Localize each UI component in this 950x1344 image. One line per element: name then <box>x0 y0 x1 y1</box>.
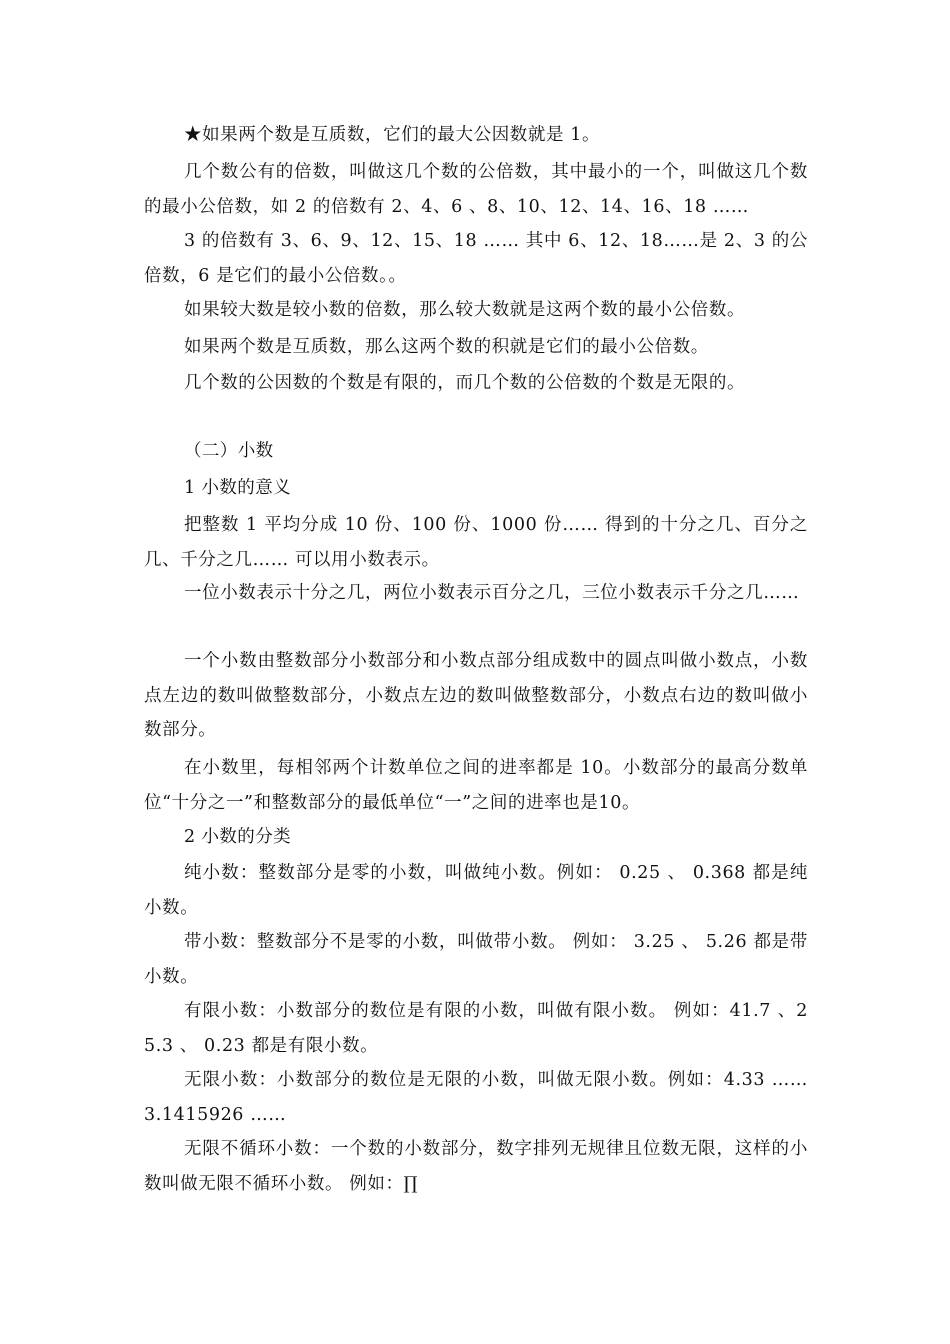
paragraph-mixed-decimal: 带小数：整数部分不是零的小数，叫做带小数。 例如： 3.25 、 5.26 都是带小数。 <box>144 932 808 987</box>
paragraph-finite-decimal: 有限小数：小数部分的数位是有限的小数，叫做有限小数。 例如：41.7 、25.3 、 0.23 都是有限小数。 <box>144 1001 808 1056</box>
paragraph-pure-decimal: 纯小数：整数部分是零的小数，叫做纯小数。例如： 0.25 、 0.368 都是纯小数。 <box>144 863 808 918</box>
paragraph-coprime-gcd: ★如果两个数是互质数，它们的最大公因数就是 1。 <box>184 125 601 145</box>
paragraph-infinite-decimal: 无限小数：小数部分的数位是无限的小数，叫做无限小数。例如：4.33 ……3.1415926 …… <box>144 1070 808 1125</box>
paragraph-non-repeating-decimal: 无限不循环小数：一个数的小数部分，数字排列无规律且位数无限，这样的小数叫做无限不循环小数。 例如：∏ <box>144 1139 808 1194</box>
paragraph-decimal-fractions: 把整数 1 平均分成 10 份、100 份、1000 份…… 得到的十分之几、百分之几、千分之几…… 可以用小数表示。 <box>144 515 808 570</box>
paragraph-coprime-lcm: 如果两个数是互质数，那么这两个数的积就是它们的最小公倍数。 <box>184 337 709 357</box>
paragraph-larger-multiple-lcm: 如果较大数是较小数的倍数，那么较大数就是这两个数的最小公倍数。 <box>184 300 746 320</box>
paragraph-common-multiple-definition: 几个数公有的倍数，叫做这几个数的公倍数，其中最小的一个，叫做这几个数的最小公倍数，如 2 的倍数有 2、4、6 、8、10、12、14、16、18 …… <box>144 162 808 217</box>
paragraph-decimal-base-ten: 在小数里，每相邻两个计数单位之间的进率都是 10。小数部分的最高分数单位“十分之一”和整数部分的最低单位“一”之间的进率也是10。 <box>144 758 808 813</box>
subheading-decimal-classification: 2 小数的分类 <box>184 827 291 847</box>
section-heading-decimals: （二）小数 <box>184 441 274 461</box>
paragraph-decimal-parts: 一个小数由整数部分小数部分和小数点部分组成数中的圆点叫做小数点，小数点左边的数叫做整数部分，小数点左边的数叫做整数部分，小数点右边的数叫做小数部分。 <box>144 651 808 740</box>
paragraph-finite-infinite-counts: 几个数的公因数的个数是有限的，而几个数的公倍数的个数是无限的。 <box>184 373 746 393</box>
paragraph-multiples-of-three: 3 的倍数有 3、6、9、12、15、18 …… 其中 6、12、18……是 2、3 的公倍数，6 是它们的最小公倍数。。 <box>144 231 808 286</box>
subheading-decimal-meaning: 1 小数的意义 <box>184 478 291 498</box>
paragraph-decimal-places: 一位小数表示十分之几，两位小数表示百分之几，三位小数表示千分之几…… <box>184 583 800 603</box>
